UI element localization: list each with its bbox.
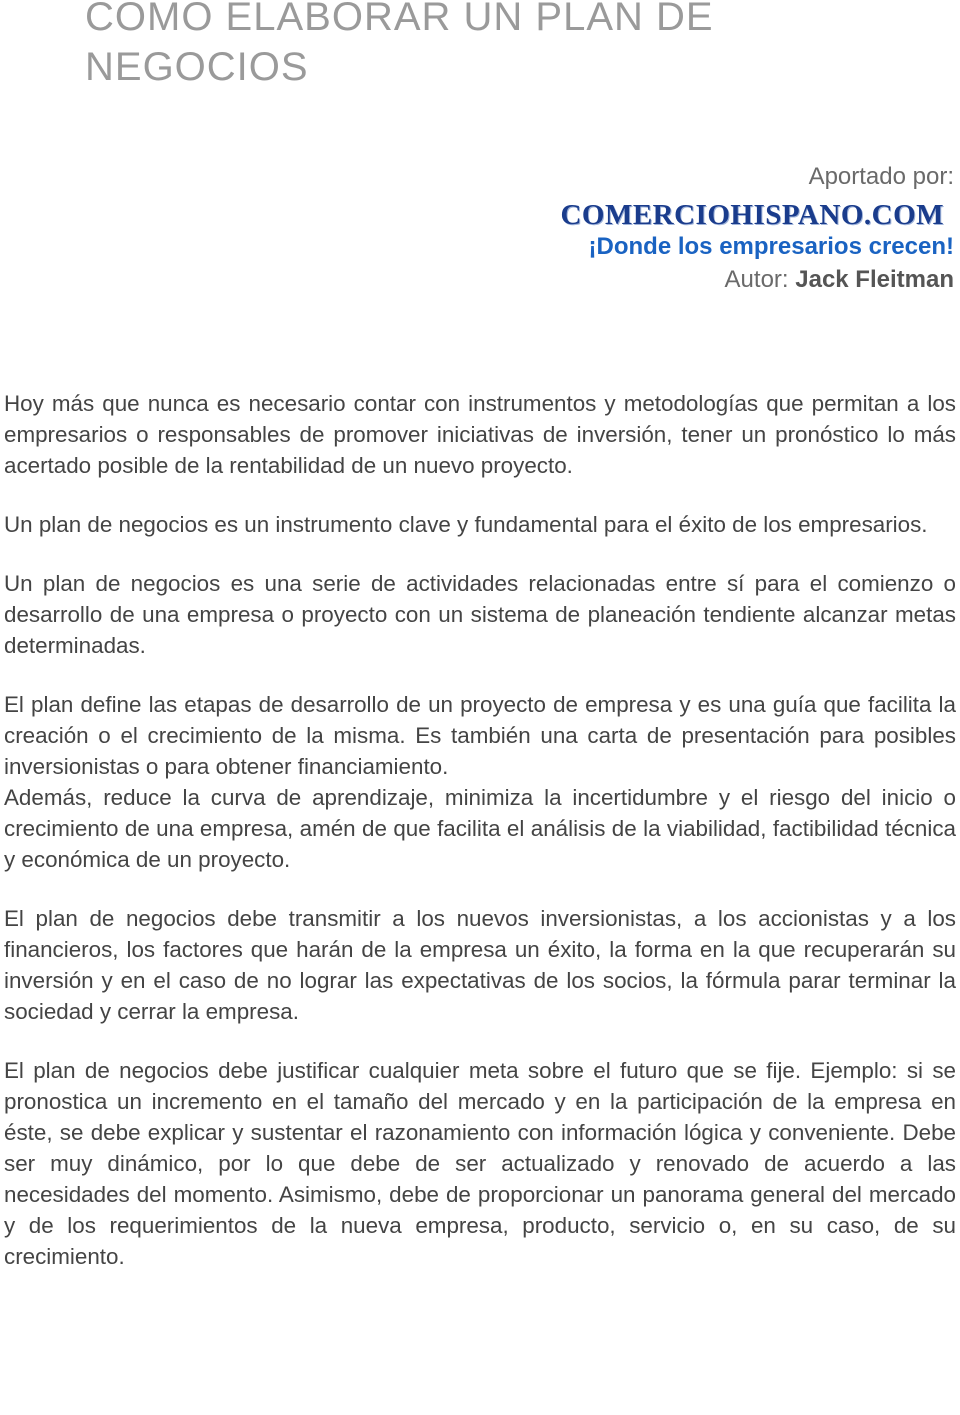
comerciohispano-logo: COMERCIOHISPANO.COM [560,199,944,231]
paragraph-stages: El plan define las etapas de desarrollo de un proyecto de empresa y es una guía que facilita la creación o el crecimiento de la misma. Es también una carta de presentación para posibles inversionistas o para obtener financiamiento. [4,692,956,779]
author-name: Jack Fleitman [795,266,954,293]
paragraph-key-instrument: Un plan de negocios es un instrumento clave y fundamental para el éxito de los empresarios. [4,512,928,537]
paragraph-definition: Un plan de negocios es una serie de actividades relacionadas entre sí para el comienzo o desarrollo de una empresa o proyecto con un sistema de planeación tendiente alcanzar metas determinadas. [4,571,956,658]
paragraph-justify-goals: El plan de negocios debe justificar cualquier meta sobre el futuro que se fije. Ejemplo: si se pronostica un incremento en el tamaño del mercado y en la participación de la empresa en éste, se debe explicar y sustentar el razonamiento con información lógica y conveniente. Debe ser muy dinámico, por lo que debe de ser actualizado y renovado de acuerdo a las necesidades del momento. Asimismo, debe de proporcionar un panorama general del mercado y de los requerimientos de la nueva empresa, producto, servicio o, en su caso, de su crecimiento. [4,1058,956,1269]
paragraph-investors: El plan de negocios debe transmitir a los nuevos inversionistas, a los accionistas y a los financieros, los factores que harán de la empresa un éxito, la forma en la que recuperarán su inversión y en el caso de no lograr las expectativas de los socios, la fórmula parar terminar la sociedad y cerrar la empresa. [4,906,956,1024]
author-label: Autor: [724,266,796,293]
logo-tagline: ¡Donde los empresarios crecen! [588,233,954,260]
title-line-1: COMO ELABORAR UN PLAN DE [85,0,714,39]
document-title [85,0,885,92]
paragraph-benefits: Además, reduce la curva de aprendizaje, minimiza la incertidumbre y el riesgo del inicio o crecimiento de una empresa, amén de que facilita el análisis de la viabilidad, factibilidad técnica y económica de un proyecto. [4,785,956,872]
credits-block [354,160,954,297]
title-line-2: NEGOCIOS [85,45,309,89]
contributed-by-label: Aportado por: [808,163,954,190]
document-body [4,388,956,1300]
author-line [354,263,954,297]
paragraph-intro: Hoy más que nunca es necesario contar con instrumentos y metodologías que permitan a los empresarios o responsables de promover iniciativas de inversión, tener un pronóstico lo más acertado posible de la rentabilidad de un nuevo proyecto. [4,391,956,478]
